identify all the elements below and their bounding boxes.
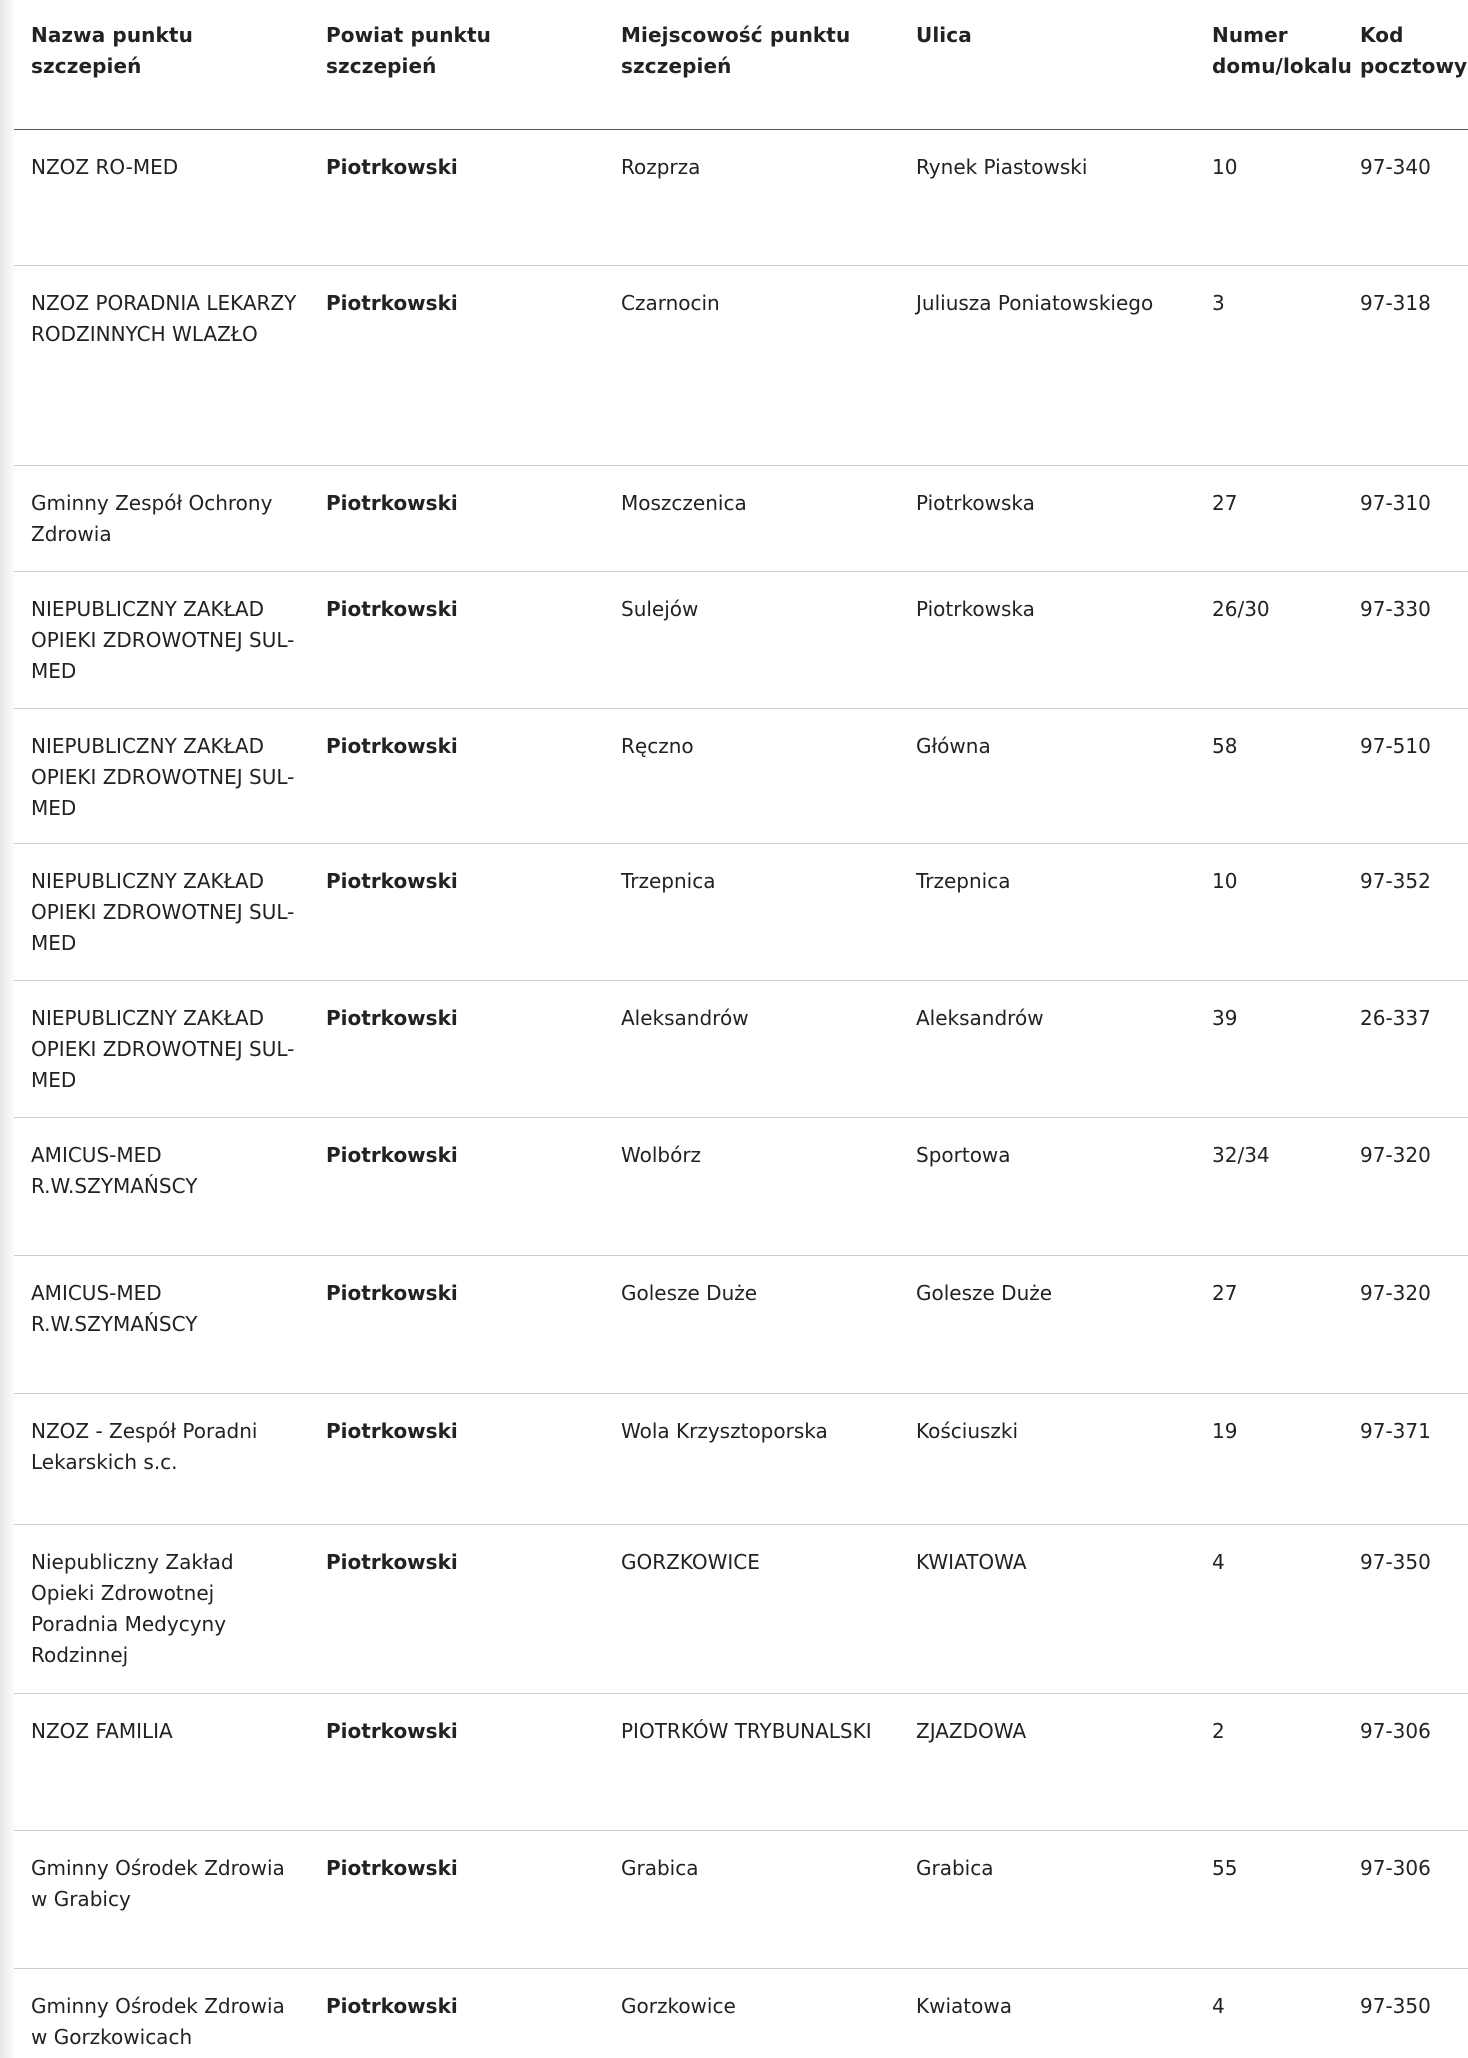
cell-house-number: 10 bbox=[1195, 129, 1343, 265]
cell-postal-code: 26-337 bbox=[1343, 980, 1468, 1117]
cell-house-number: 27 bbox=[1195, 1255, 1343, 1393]
table-row bbox=[14, 1255, 1468, 1393]
cell-county: Piotrkowski bbox=[309, 1524, 604, 1693]
table-row bbox=[14, 843, 1468, 980]
cell-locality: Trzepnica bbox=[604, 843, 899, 980]
cell-postal-code: 97-350 bbox=[1360, 1993, 1431, 2018]
cell-house-number: 58 bbox=[1195, 708, 1343, 843]
cell-county: Piotrkowski bbox=[309, 465, 604, 571]
cell-street: Golesze Duże bbox=[899, 1255, 1195, 1393]
cell-house-number: 4 bbox=[1212, 1993, 1225, 2018]
cell-locality: Grabica bbox=[604, 1830, 899, 1968]
header-house-number: Numer domu/lokalu bbox=[1195, 0, 1343, 129]
cell-locality: Ręczno bbox=[604, 708, 899, 843]
table-row bbox=[14, 1830, 1468, 1968]
cell-county: Piotrkowski bbox=[326, 1993, 458, 2018]
header-row bbox=[14, 0, 1468, 129]
cell-house-number: 4 bbox=[1195, 1524, 1343, 1693]
cell-house-number: 32/34 bbox=[1195, 1117, 1343, 1255]
cell-locality: GORZKOWICE bbox=[604, 1524, 899, 1693]
cell-street: Sportowa bbox=[899, 1117, 1195, 1255]
table-row bbox=[14, 465, 1468, 571]
table-row bbox=[14, 265, 1468, 465]
header-postal-code: Kod pocztowy bbox=[1343, 0, 1468, 129]
cell-point-name: Gminny Zespół Ochrony Zdrowia bbox=[14, 465, 309, 571]
cell-house-number: 27 bbox=[1195, 465, 1343, 571]
cell-point-name: NIEPUBLICZNY ZAKŁAD OPIEKI ZDROWOTNEJ SUL-MED bbox=[14, 708, 309, 843]
cell-point-name: AMICUS-MED R.W.SZYMAŃSCY bbox=[14, 1117, 309, 1255]
header-point-name: Nazwa punktu szczepień bbox=[14, 0, 309, 129]
cell-county: Piotrkowski bbox=[309, 265, 604, 465]
cell-postal-code: 97-352 bbox=[1343, 843, 1468, 980]
cell-house-number: 19 bbox=[1195, 1393, 1343, 1524]
cell-point-name: NIEPUBLICZNY ZAKŁAD OPIEKI ZDROWOTNEJ SUL-MED bbox=[14, 843, 309, 980]
cell-locality: Wola Krzysztoporska bbox=[604, 1393, 899, 1524]
cell-county: Piotrkowski bbox=[309, 708, 604, 843]
cell-postal-code: 97-310 bbox=[1343, 465, 1468, 571]
cell-street: Grabica bbox=[899, 1830, 1195, 1968]
table-row bbox=[14, 1393, 1468, 1524]
cell-postal-code: 97-318 bbox=[1343, 265, 1468, 465]
cell-locality: Wolbórz bbox=[604, 1117, 899, 1255]
cell-locality: PIOTRKÓW TRYBUNALSKI bbox=[604, 1693, 899, 1830]
cell-point-name: NIEPUBLICZNY ZAKŁAD OPIEKI ZDROWOTNEJ SUL-MED bbox=[14, 980, 309, 1117]
cell-county: Piotrkowski bbox=[309, 1117, 604, 1255]
cell-point-name: Niepubliczny Zakład Opieki Zdrowotnej Poradnia Medycyny Rodzinnej bbox=[14, 1524, 309, 1693]
cell-locality: Golesze Duże bbox=[604, 1255, 899, 1393]
cell-street: Kościuszki bbox=[899, 1393, 1195, 1524]
vaccination-points-table-container bbox=[14, 0, 1468, 2058]
cell-house-number: 39 bbox=[1195, 980, 1343, 1117]
cell-street: KWIATOWA bbox=[899, 1524, 1195, 1693]
cell-street: ZJAZDOWA bbox=[899, 1693, 1195, 1830]
cell-postal-code: 97-320 bbox=[1343, 1255, 1468, 1393]
cell-county: Piotrkowski bbox=[309, 571, 604, 708]
cell-house-number: 3 bbox=[1195, 265, 1343, 465]
cell-postal-code: 97-510 bbox=[1343, 708, 1468, 843]
cell-street: Rynek Piastowski bbox=[899, 129, 1195, 265]
vaccination-points-table bbox=[14, 0, 1468, 2058]
cell-point-name: NZOZ - Zespół Poradni Lekarskich s.c. bbox=[14, 1393, 309, 1524]
cell-postal-code: 97-350 bbox=[1343, 1524, 1468, 1693]
cell-street: Trzepnica bbox=[899, 843, 1195, 980]
cell-postal-code: 97-340 bbox=[1343, 129, 1468, 265]
cell-point-name: Gminny Ośrodek Zdrowia w Grabicy bbox=[14, 1830, 309, 1968]
table-row bbox=[14, 708, 1468, 843]
table-row bbox=[14, 1117, 1468, 1255]
cell-street: Kwiatowa bbox=[916, 1993, 1012, 2018]
cell-house-number: 2 bbox=[1195, 1693, 1343, 1830]
table-row bbox=[14, 980, 1468, 1117]
cell-locality: Czarnocin bbox=[604, 265, 899, 465]
cell-street: Główna bbox=[899, 708, 1195, 843]
header-locality: Miejscowość punktu szczepień bbox=[604, 0, 899, 129]
cell-postal-code: 97-371 bbox=[1343, 1393, 1468, 1524]
cell-street: Juliusza Poniatowskiego bbox=[899, 265, 1195, 465]
cell-point-name: NZOZ PORADNIA LEKARZY RODZINNYCH WLAZŁO bbox=[14, 265, 309, 465]
header-county: Powiat punktu szczepień bbox=[309, 0, 604, 129]
cell-point-name: NIEPUBLICZNY ZAKŁAD OPIEKI ZDROWOTNEJ SUL-MED bbox=[14, 571, 309, 708]
cell-point-name: NZOZ FAMILIA bbox=[14, 1693, 309, 1830]
cell-street: Aleksandrów bbox=[899, 980, 1195, 1117]
cell-county: Piotrkowski bbox=[309, 129, 604, 265]
table-body bbox=[14, 129, 1468, 2058]
cell-postal-code: 97-330 bbox=[1343, 571, 1468, 708]
table-row bbox=[14, 1524, 1468, 1693]
cell-street: Piotrkowska bbox=[899, 571, 1195, 708]
table-row bbox=[14, 129, 1468, 265]
cell-street: Piotrkowska bbox=[899, 465, 1195, 571]
cell-county: Piotrkowski bbox=[309, 1393, 604, 1524]
cell-locality: Moszczenica bbox=[604, 465, 899, 571]
cell-county: Piotrkowski bbox=[309, 980, 604, 1117]
cell-house-number: 55 bbox=[1195, 1830, 1343, 1968]
cell-postal-code: 97-306 bbox=[1343, 1830, 1468, 1968]
table-header bbox=[14, 0, 1468, 129]
cell-point-name: NZOZ RO-MED bbox=[14, 129, 309, 265]
cell-locality: Rozprza bbox=[604, 129, 899, 265]
cell-county: Piotrkowski bbox=[309, 1255, 604, 1393]
cell-locality: Gorzkowice bbox=[621, 1993, 736, 2018]
table-row bbox=[14, 1968, 1468, 2058]
cell-point-name: Gminny Ośrodek Zdrowia w Gorzkowicach bbox=[31, 1993, 285, 2049]
cell-postal-code: 97-320 bbox=[1343, 1117, 1468, 1255]
cell-county: Piotrkowski bbox=[309, 1830, 604, 1968]
cell-county: Piotrkowski bbox=[309, 843, 604, 980]
cell-postal-code: 97-306 bbox=[1343, 1693, 1468, 1830]
header-street: Ulica bbox=[899, 0, 1195, 129]
cell-locality: Sulejów bbox=[604, 571, 899, 708]
cell-house-number: 26/30 bbox=[1195, 571, 1343, 708]
cell-house-number: 10 bbox=[1195, 843, 1343, 980]
table-row bbox=[14, 571, 1468, 708]
cell-locality: Aleksandrów bbox=[604, 980, 899, 1117]
cell-county: Piotrkowski bbox=[309, 1693, 604, 1830]
cell-point-name: AMICUS-MED R.W.SZYMAŃSCY bbox=[14, 1255, 309, 1393]
table-row bbox=[14, 1693, 1468, 1830]
